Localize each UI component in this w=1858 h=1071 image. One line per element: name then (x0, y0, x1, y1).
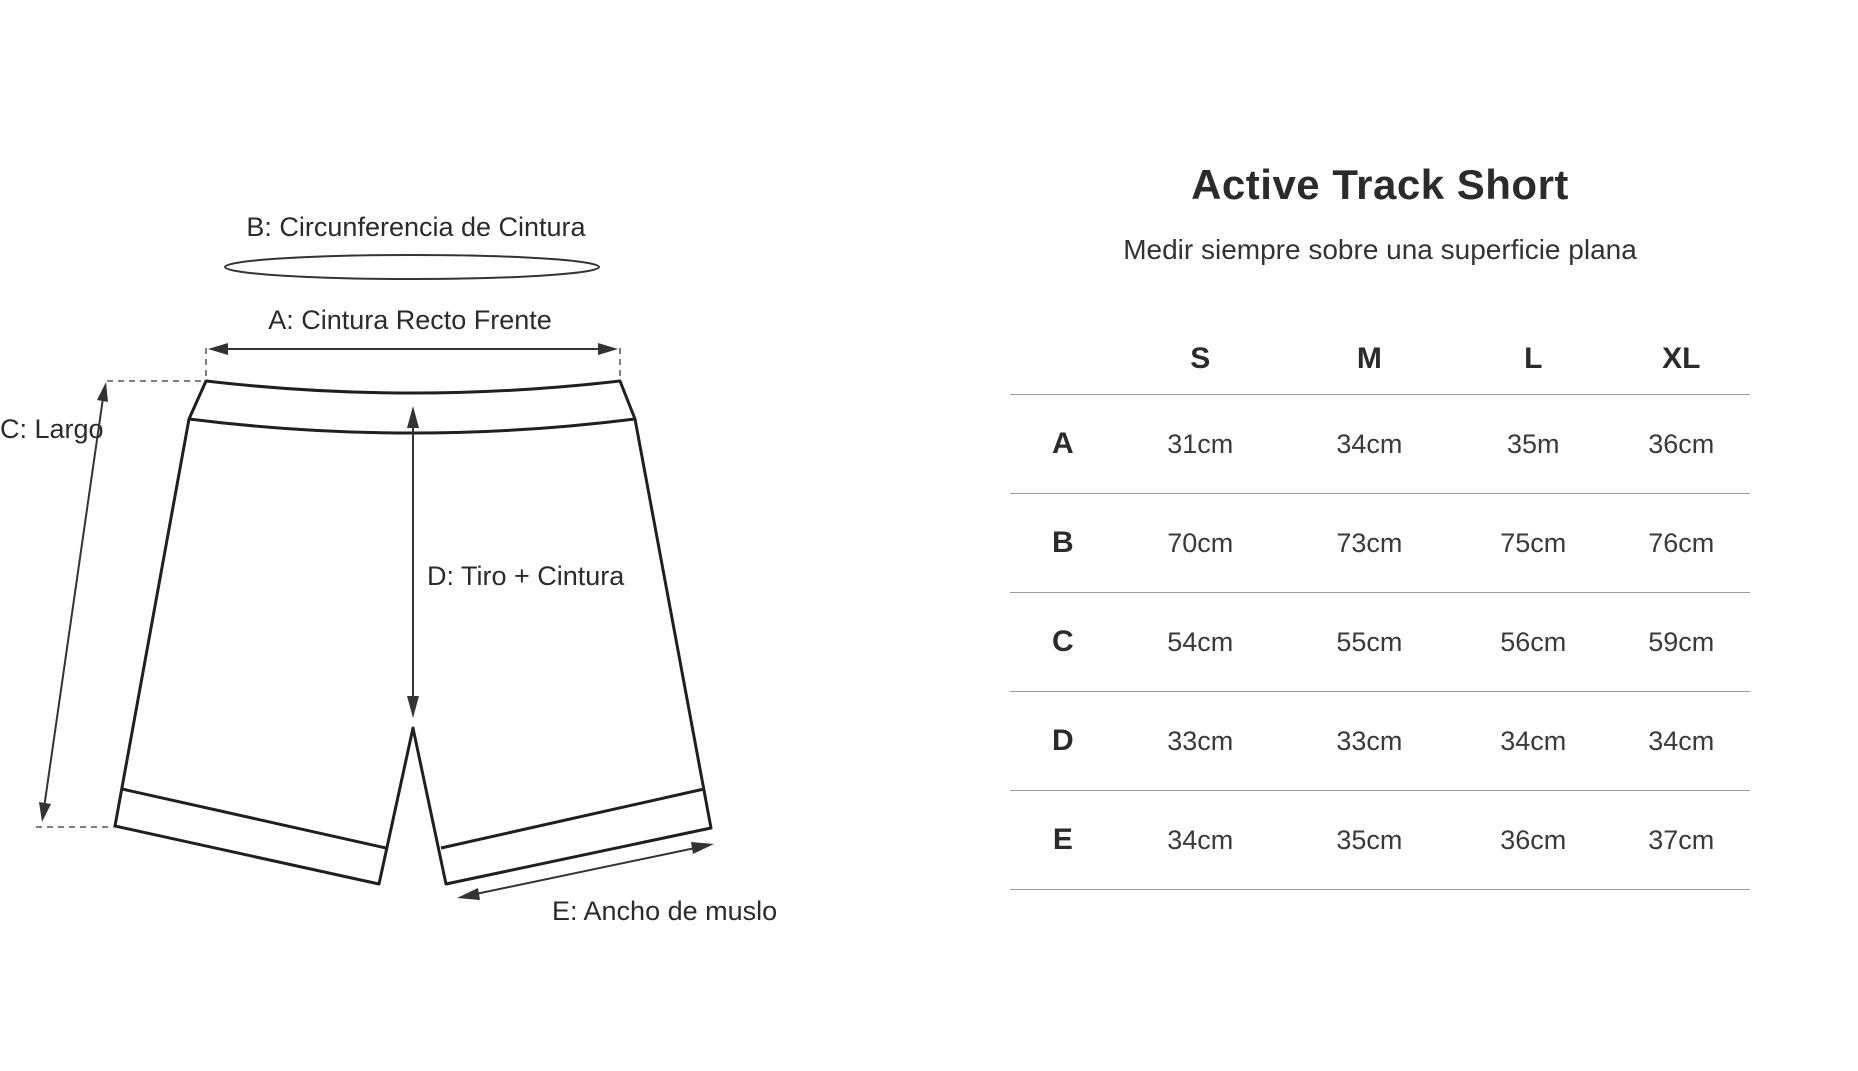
row-label: E (1010, 791, 1116, 890)
table-row (1010, 692, 1750, 791)
shorts-diagram (0, 0, 790, 1000)
size-header: S (1116, 324, 1285, 395)
measurement-cell: 59cm (1613, 593, 1750, 692)
measurement-cell: 70cm (1116, 494, 1285, 593)
measurement-cell: 33cm (1116, 692, 1285, 791)
size-chart-panel (1010, 150, 1750, 890)
table-row (1010, 395, 1750, 494)
size-header-row (1010, 324, 1750, 395)
corner-cell (1010, 324, 1116, 395)
row-label: A (1010, 395, 1116, 494)
size-header: L (1454, 324, 1613, 395)
size-table (1010, 324, 1750, 890)
measurement-cell: 73cm (1285, 494, 1454, 593)
table-row (1010, 593, 1750, 692)
size-header: M (1285, 324, 1454, 395)
measurement-cell: 56cm (1454, 593, 1613, 692)
label-b-waist-circumference: B: Circunferencia de Cintura (246, 212, 586, 242)
measurement-cell: 35m (1454, 395, 1613, 494)
measurement-cell: 36cm (1454, 791, 1613, 890)
label-e-thigh-width: E: Ancho de muslo (552, 896, 778, 926)
row-label: D (1010, 692, 1116, 791)
measurement-note: Medir siempre sobre una superficie plana (1123, 234, 1637, 265)
measurement-cell: 34cm (1285, 395, 1454, 494)
label-a-waist-front: A: Cintura Recto Frente (268, 305, 552, 335)
table-row (1010, 494, 1750, 593)
measurement-cell: 75cm (1454, 494, 1613, 593)
label-d-rise: D: Tiro + Cintura (427, 561, 625, 591)
measurement-cell: 31cm (1116, 395, 1285, 494)
waist-circumference-ellipse (225, 255, 599, 279)
measurement-cell: 36cm (1613, 395, 1750, 494)
measurement-cell: 37cm (1613, 791, 1750, 890)
measurement-cell: 34cm (1454, 692, 1613, 791)
measurement-cell: 54cm (1116, 593, 1285, 692)
label-c-length: C: Largo (0, 414, 104, 444)
row-label: B (1010, 494, 1116, 593)
table-row (1010, 791, 1750, 890)
measurement-cell: 34cm (1613, 692, 1750, 791)
measurement-cell: 55cm (1285, 593, 1454, 692)
product-title: Active Track Short (1191, 161, 1569, 208)
measurement-cell: 76cm (1613, 494, 1750, 593)
measurement-cell: 33cm (1285, 692, 1454, 791)
measurement-cell: 35cm (1285, 791, 1454, 890)
measurement-cell: 34cm (1116, 791, 1285, 890)
size-header: XL (1613, 324, 1750, 395)
row-label: C (1010, 593, 1116, 692)
waist-front-arrow (206, 343, 620, 382)
